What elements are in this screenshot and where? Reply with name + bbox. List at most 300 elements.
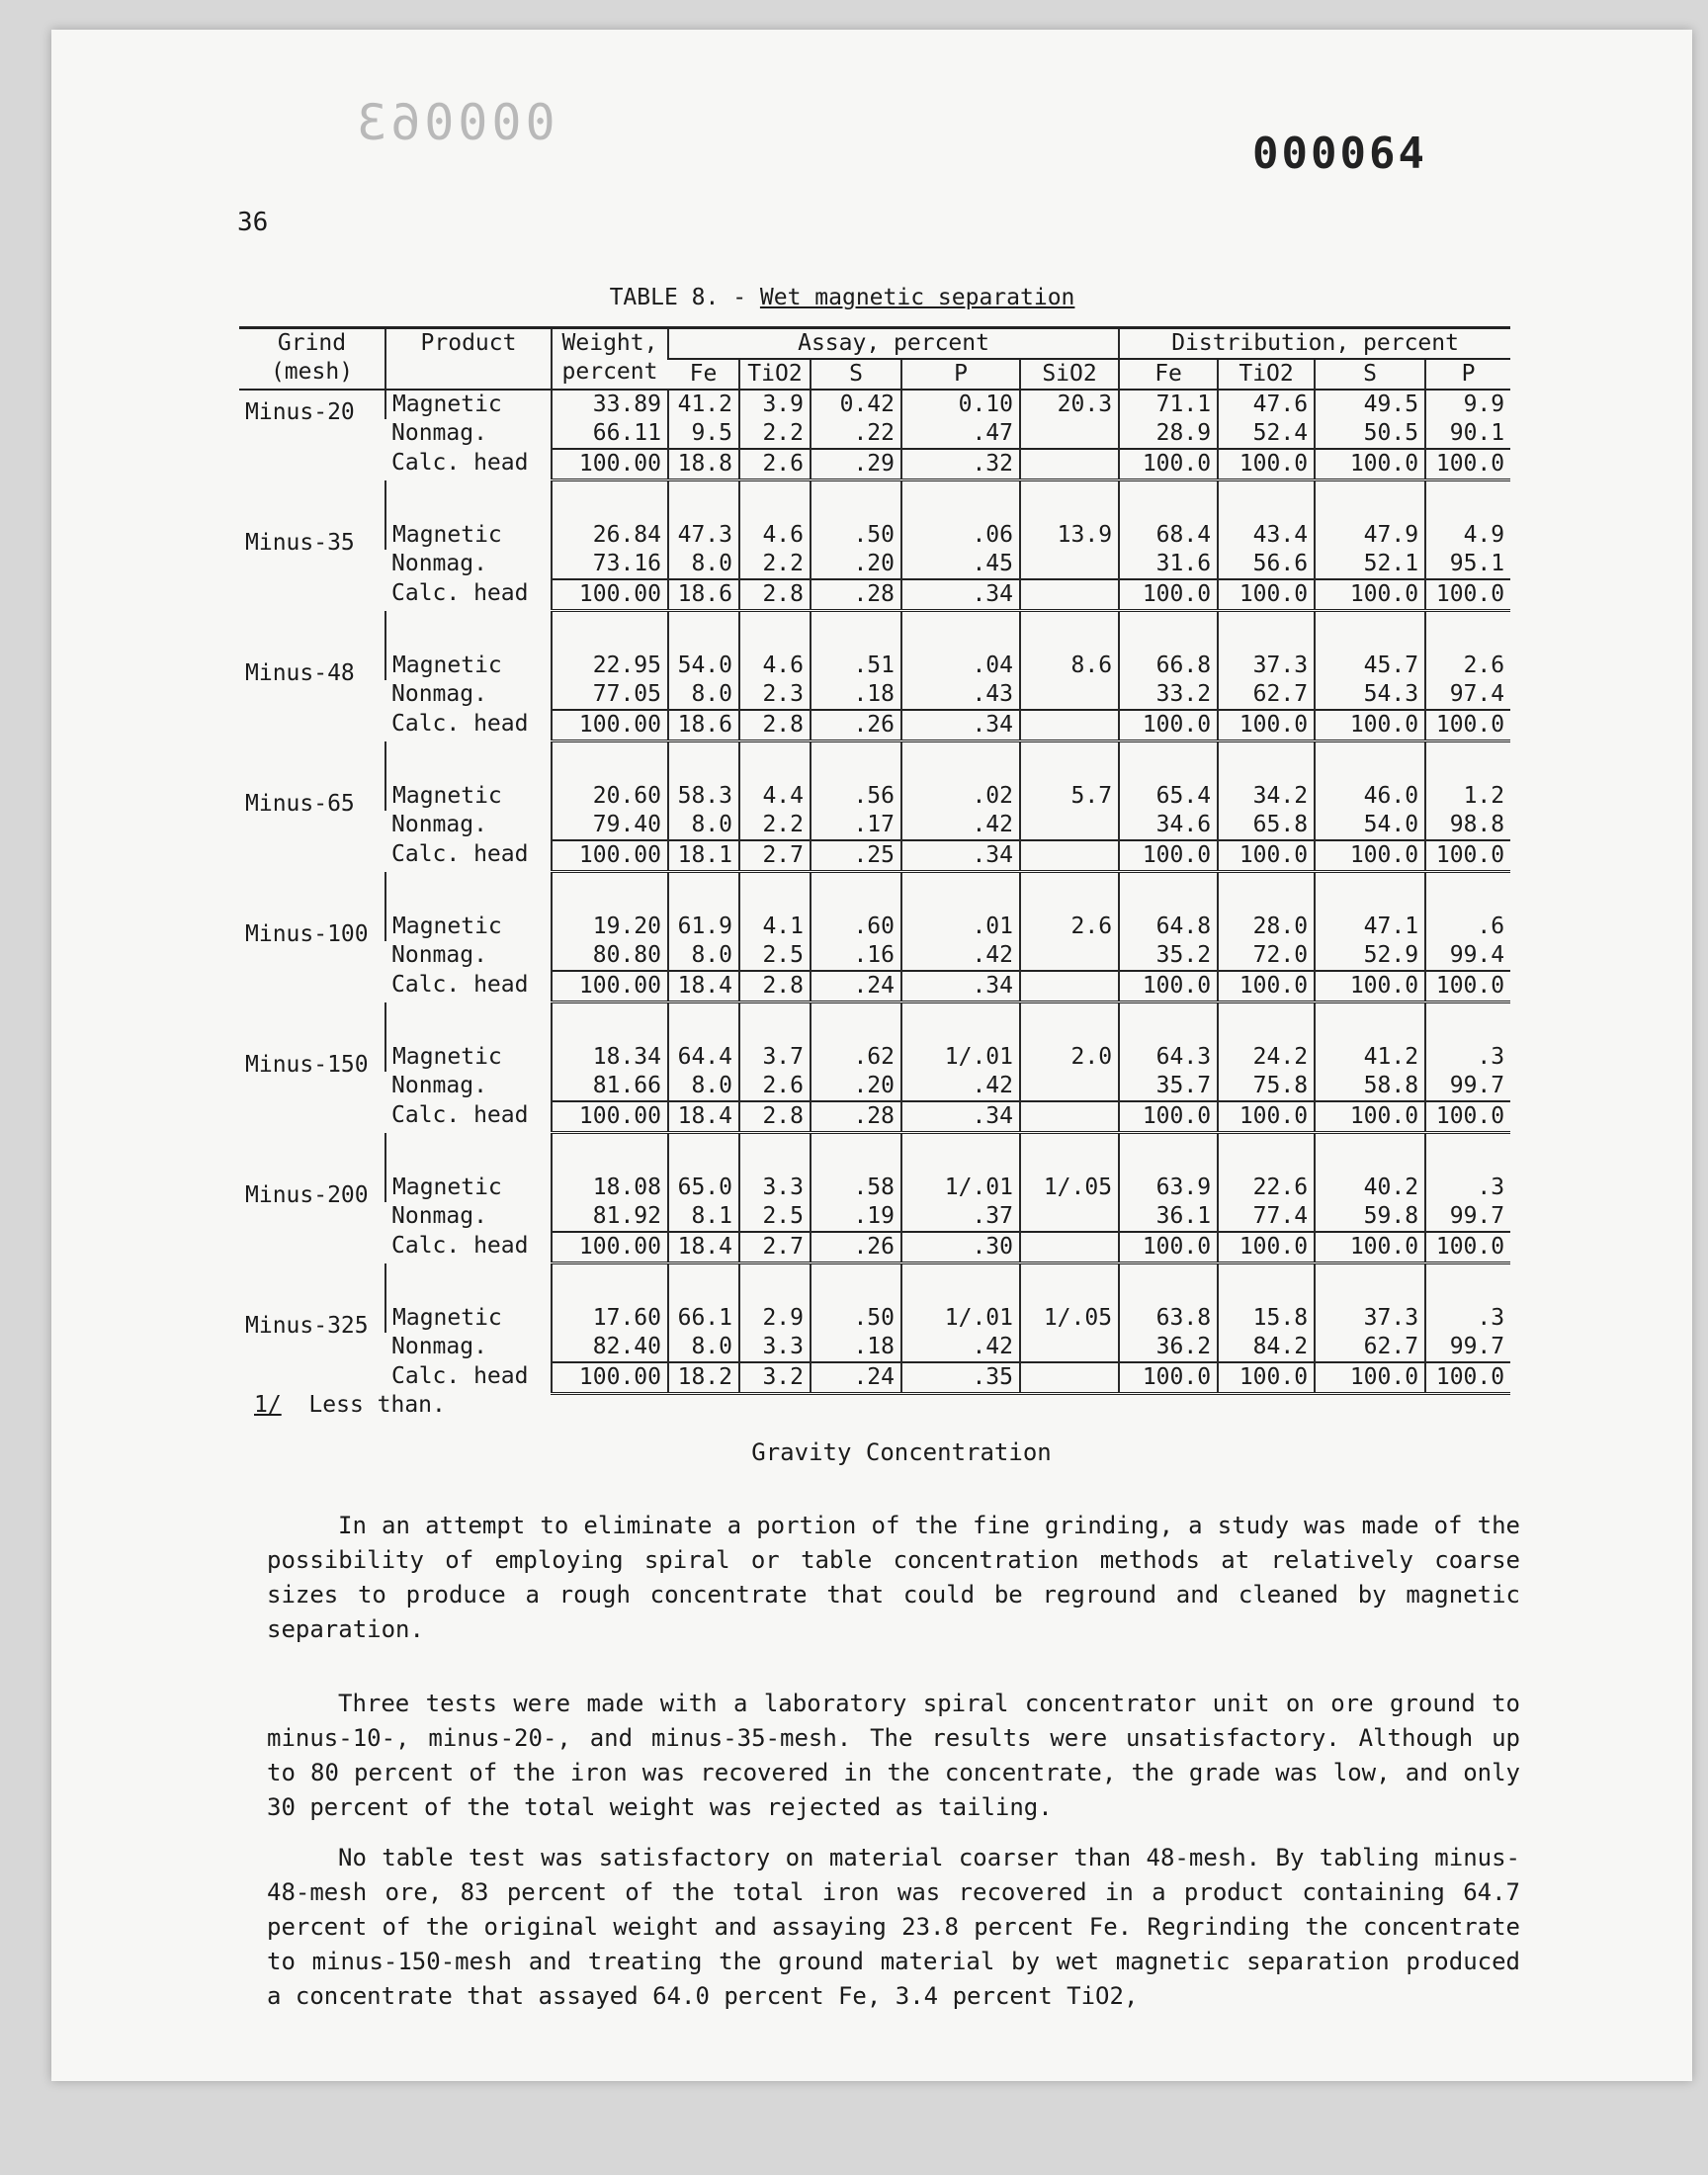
cell-s: .16 [811, 941, 901, 971]
spacer-cell [1119, 480, 1218, 522]
group-spacer [239, 611, 1510, 652]
cell-sio2: 1/.05 [1020, 1304, 1119, 1333]
table-row [239, 1101, 1510, 1133]
cell-d-tio2: 62.7 [1218, 680, 1315, 710]
document-stamp-number: 000064 [1252, 129, 1427, 179]
table-title-prefix: TABLE 8. - [609, 285, 760, 310]
cell-s: .29 [811, 449, 901, 480]
cell-d-s: 49.5 [1315, 390, 1425, 419]
document-page [51, 30, 1692, 2081]
cell-p: .34 [901, 579, 1020, 611]
product-cell: Calc. head [391, 972, 529, 998]
spacer-cell [1020, 611, 1119, 652]
cell-tio2: 2.8 [739, 1101, 811, 1133]
cell-d-p: 99.7 [1425, 1072, 1510, 1101]
cell-p: 1/.01 [901, 1304, 1020, 1333]
cell-p: .34 [901, 840, 1020, 872]
table-row [239, 680, 1510, 710]
product-cell: Calc. head [391, 1233, 529, 1259]
cell-s: .50 [811, 1304, 901, 1333]
product-cell: Nonmag. [391, 942, 487, 968]
spacer-cell [239, 872, 385, 914]
cell-s: .25 [811, 840, 901, 872]
paragraph: Three tests were made with a laboratory spiral concentrator unit on ore ground to minus-10-, minus-20-, and minus-35-mesh. The results were unsatisfactory. Although up to 80 percent of the iron was recovered in the concentrate, the grade was low, and only 30 percent of the total weight was rejected as tailing. [267, 1690, 1520, 1821]
table-row [239, 419, 1510, 449]
cell-d-p: 99.7 [1425, 1202, 1510, 1232]
spacer-cell [811, 1133, 901, 1174]
spacer-cell [1020, 480, 1119, 522]
cell-sio2 [1020, 710, 1119, 741]
cell-sio2: 20.3 [1020, 390, 1119, 419]
cell-d-fe: 64.8 [1119, 913, 1218, 941]
cell-p: .30 [901, 1232, 1020, 1263]
group-spacer [239, 1263, 1510, 1305]
cell-fe: 65.0 [668, 1174, 739, 1202]
spacer-cell [1218, 1133, 1315, 1174]
spacer-cell [1020, 1133, 1119, 1174]
cell-d-s: 100.0 [1315, 579, 1425, 611]
cell-fe: 66.1 [668, 1304, 739, 1333]
spacer-cell [739, 1133, 811, 1174]
cell-fe: 18.4 [668, 1101, 739, 1133]
cell-d-tio2: 100.0 [1218, 1101, 1315, 1133]
cell-sio2 [1020, 1362, 1119, 1394]
cell-tio2: 3.2 [739, 1362, 811, 1394]
cell-d-fe: 35.7 [1119, 1072, 1218, 1101]
cell-weight: 80.80 [552, 941, 668, 971]
cell-s: .19 [811, 1202, 901, 1232]
cell-d-s: 58.8 [1315, 1072, 1425, 1101]
cell-fe: 47.3 [668, 521, 739, 550]
footnote-mark: 1/ [254, 1392, 282, 1418]
cell-d-s: 41.2 [1315, 1043, 1425, 1072]
product-cell: Calc. head [391, 841, 529, 867]
cell-d-p: 4.9 [1425, 521, 1510, 550]
grind-cell: Minus-65 [245, 791, 355, 817]
cell-d-p: 99.7 [1425, 1333, 1510, 1362]
product-cell: Magnetic [385, 1304, 552, 1333]
cell-d-s: 47.9 [1315, 521, 1425, 550]
product-cell: Calc. head [391, 450, 529, 476]
cell-d-p: 95.1 [1425, 550, 1510, 579]
cell-d-tio2: 100.0 [1218, 579, 1315, 611]
table-row [239, 550, 1510, 579]
cell-weight: 17.60 [552, 1304, 668, 1333]
header-dist-tio2: TiO2 [1218, 359, 1315, 390]
cell-d-tio2: 72.0 [1218, 941, 1315, 971]
cell-s: .50 [811, 521, 901, 550]
cell-d-fe: 31.6 [1119, 550, 1218, 579]
cell-d-tio2: 75.8 [1218, 1072, 1315, 1101]
product-cell: Nonmag. [391, 551, 487, 576]
cell-s: .28 [811, 1101, 901, 1133]
spacer-cell [1425, 1263, 1510, 1305]
table-row [239, 521, 1510, 550]
cell-d-s: 52.9 [1315, 941, 1425, 971]
cell-d-fe: 63.8 [1119, 1304, 1218, 1333]
wet-magnetic-separation-table [239, 326, 1510, 1395]
cell-sio2: 1/.05 [1020, 1174, 1119, 1202]
cell-fe: 8.1 [668, 1202, 739, 1232]
cell-sio2 [1020, 1072, 1119, 1101]
spacer-cell [901, 1133, 1020, 1174]
table-row [239, 710, 1510, 741]
cell-sio2 [1020, 1333, 1119, 1362]
header-assay-s: S [811, 359, 901, 390]
cell-fe: 8.0 [668, 550, 739, 579]
cell-weight: 26.84 [552, 521, 668, 550]
cell-s: .56 [811, 782, 901, 811]
product-cell: Magnetic [385, 1174, 552, 1202]
spacer-cell [739, 611, 811, 652]
cell-d-s: 100.0 [1315, 449, 1425, 480]
spacer-cell [552, 611, 668, 652]
cell-d-fe: 36.2 [1119, 1333, 1218, 1362]
product-cell: Calc. head [391, 580, 529, 606]
header-dist-s: S [1315, 359, 1425, 390]
spacer-cell [668, 1002, 739, 1044]
cell-d-fe: 64.3 [1119, 1043, 1218, 1072]
spacer-cell [1119, 1002, 1218, 1044]
cell-tio2: 2.2 [739, 550, 811, 579]
cell-weight: 81.92 [552, 1202, 668, 1232]
spacer-cell [668, 611, 739, 652]
cell-sio2 [1020, 811, 1119, 840]
cell-d-fe: 65.4 [1119, 782, 1218, 811]
cell-d-fe: 66.8 [1119, 652, 1218, 680]
product-cell: Magnetic [385, 782, 552, 811]
product-cell: Calc. head [391, 711, 529, 737]
cell-weight: 18.08 [552, 1174, 668, 1202]
cell-tio2: 2.7 [739, 1232, 811, 1263]
cell-fe: 9.5 [668, 419, 739, 449]
cell-d-p: 1.2 [1425, 782, 1510, 811]
header-assay-fe: Fe [668, 359, 739, 390]
spacer-cell [668, 872, 739, 914]
cell-d-fe: 100.0 [1119, 1101, 1218, 1133]
cell-d-s: 100.0 [1315, 1101, 1425, 1133]
spacer-cell [739, 1002, 811, 1044]
spacer-cell [552, 480, 668, 522]
spacer-cell [239, 611, 385, 652]
cell-sio2: 5.7 [1020, 782, 1119, 811]
cell-weight: 82.40 [552, 1333, 668, 1362]
product-cell: Nonmag. [391, 1073, 487, 1098]
cell-s: .22 [811, 419, 901, 449]
cell-d-tio2: 77.4 [1218, 1202, 1315, 1232]
cell-weight: 66.11 [552, 419, 668, 449]
cell-sio2: 2.6 [1020, 913, 1119, 941]
header-dist-fe: Fe [1119, 359, 1218, 390]
table-row [239, 1174, 1510, 1202]
spacer-cell [552, 1263, 668, 1305]
spacer-cell [239, 480, 385, 522]
cell-sio2 [1020, 1232, 1119, 1263]
cell-sio2 [1020, 449, 1119, 480]
cell-d-s: 62.7 [1315, 1333, 1425, 1362]
cell-weight: 100.00 [552, 1101, 668, 1133]
cell-tio2: 4.1 [739, 913, 811, 941]
cell-d-s: 100.0 [1315, 840, 1425, 872]
table-title [51, 285, 1633, 310]
cell-tio2: 2.8 [739, 971, 811, 1002]
spacer-cell [1119, 872, 1218, 914]
cell-d-p: 97.4 [1425, 680, 1510, 710]
cell-s: .24 [811, 1362, 901, 1394]
cell-fe: 58.3 [668, 782, 739, 811]
cell-d-tio2: 100.0 [1218, 840, 1315, 872]
grind-cell: Minus-325 [245, 1313, 369, 1339]
spacer-cell [239, 741, 385, 783]
cell-d-tio2: 22.6 [1218, 1174, 1315, 1202]
cell-p: .45 [901, 550, 1020, 579]
spacer-cell [1425, 1133, 1510, 1174]
group-spacer [239, 1002, 1510, 1044]
spacer-cell [385, 1133, 552, 1174]
bleed-through-stamp: 000063 [353, 94, 555, 151]
cell-fe: 18.1 [668, 840, 739, 872]
page-number: 36 [237, 208, 269, 237]
cell-d-fe: 71.1 [1119, 390, 1218, 419]
cell-d-tio2: 65.8 [1218, 811, 1315, 840]
cell-sio2 [1020, 971, 1119, 1002]
cell-tio2: 2.2 [739, 811, 811, 840]
cell-d-s: 100.0 [1315, 710, 1425, 741]
cell-fe: 8.0 [668, 811, 739, 840]
grind-cell: Minus-100 [245, 921, 369, 947]
cell-tio2: 2.8 [739, 710, 811, 741]
grind-cell: Minus-48 [245, 660, 355, 686]
cell-d-tio2: 43.4 [1218, 521, 1315, 550]
table-row [239, 811, 1510, 840]
cell-s: .24 [811, 971, 901, 1002]
spacer-cell [1218, 1263, 1315, 1305]
cell-d-fe: 36.1 [1119, 1202, 1218, 1232]
cell-tio2: 3.3 [739, 1174, 811, 1202]
table-row [239, 913, 1510, 941]
spacer-cell [1218, 611, 1315, 652]
spacer-cell [552, 741, 668, 783]
cell-d-s: 100.0 [1315, 971, 1425, 1002]
cell-d-tio2: 24.2 [1218, 1043, 1315, 1072]
cell-p: .43 [901, 680, 1020, 710]
header-distribution-group: Distribution, percent [1119, 328, 1510, 360]
cell-fe: 18.2 [668, 1362, 739, 1394]
spacer-cell [739, 872, 811, 914]
cell-sio2 [1020, 1202, 1119, 1232]
product-cell: Magnetic [385, 913, 552, 941]
spacer-cell [739, 1263, 811, 1305]
cell-s: .18 [811, 680, 901, 710]
cell-d-s: 37.3 [1315, 1304, 1425, 1333]
cell-p: .47 [901, 419, 1020, 449]
cell-fe: 8.0 [668, 1333, 739, 1362]
spacer-cell [901, 872, 1020, 914]
cell-d-p: 99.4 [1425, 941, 1510, 971]
cell-d-tio2: 100.0 [1218, 710, 1315, 741]
cell-d-p: 100.0 [1425, 971, 1510, 1002]
spacer-cell [1425, 611, 1510, 652]
cell-tio2: 3.9 [739, 390, 811, 419]
cell-weight: 19.20 [552, 913, 668, 941]
cell-weight: 100.00 [552, 971, 668, 1002]
product-cell: Nonmag. [391, 1334, 487, 1359]
spacer-cell [739, 741, 811, 783]
product-cell: Magnetic [385, 652, 552, 680]
cell-d-fe: 100.0 [1119, 1362, 1218, 1394]
table-row [239, 1202, 1510, 1232]
spacer-cell [239, 1002, 385, 1044]
cell-fe: 18.6 [668, 710, 739, 741]
paragraph: No table test was satisfactory on material coarser than 48-mesh. By tabling minus-48-mesh ore, 83 percent of the total iron was recovered in a product containing 64.7 percent of the original weight and assaying 23.8 percent Fe. Regrinding the concentrate to minus-150-mesh and treating the ground material by wet magnetic separation produced a concentrate that assayed 64.0 percent Fe, 3.4 percent TiO2, [267, 1844, 1520, 2010]
cell-weight: 77.05 [552, 680, 668, 710]
spacer-cell [1020, 1263, 1119, 1305]
spacer-cell [1315, 611, 1425, 652]
table-row [239, 941, 1510, 971]
cell-p: .01 [901, 913, 1020, 941]
cell-weight: 100.00 [552, 840, 668, 872]
cell-weight: 100.00 [552, 1232, 668, 1263]
table-row [239, 1333, 1510, 1362]
spacer-cell [1425, 741, 1510, 783]
cell-d-s: 100.0 [1315, 1232, 1425, 1263]
cell-s: .28 [811, 579, 901, 611]
cell-d-fe: 34.6 [1119, 811, 1218, 840]
spacer-cell [1020, 1002, 1119, 1044]
product-cell: Nonmag. [391, 812, 487, 837]
table-row [239, 1043, 1510, 1072]
cell-tio2: 4.6 [739, 521, 811, 550]
cell-d-fe: 100.0 [1119, 579, 1218, 611]
cell-d-p: 100.0 [1425, 1101, 1510, 1133]
cell-s: .51 [811, 652, 901, 680]
spacer-cell [901, 741, 1020, 783]
spacer-cell [385, 1002, 552, 1044]
cell-d-s: 46.0 [1315, 782, 1425, 811]
cell-sio2 [1020, 419, 1119, 449]
header-assay-tio2: TiO2 [739, 359, 811, 390]
cell-d-tio2: 56.6 [1218, 550, 1315, 579]
spacer-cell [1315, 480, 1425, 522]
table-footnote [254, 1392, 446, 1418]
cell-s: .18 [811, 1333, 901, 1362]
cell-tio2: 3.3 [739, 1333, 811, 1362]
cell-p: .37 [901, 1202, 1020, 1232]
spacer-cell [385, 741, 552, 783]
cell-d-tio2: 100.0 [1218, 449, 1315, 480]
table-row [239, 840, 1510, 872]
spacer-cell [811, 741, 901, 783]
table-row [239, 652, 1510, 680]
header-product: Product [385, 328, 552, 391]
cell-d-p: 100.0 [1425, 1232, 1510, 1263]
cell-sio2: 13.9 [1020, 521, 1119, 550]
cell-tio2: 2.2 [739, 419, 811, 449]
cell-d-s: 54.3 [1315, 680, 1425, 710]
spacer-cell [1119, 611, 1218, 652]
product-cell: Magnetic [385, 390, 552, 419]
cell-p: 1/.01 [901, 1043, 1020, 1072]
cell-sio2 [1020, 941, 1119, 971]
group-spacer [239, 741, 1510, 783]
cell-p: 0.10 [901, 390, 1020, 419]
cell-p: .32 [901, 449, 1020, 480]
cell-sio2 [1020, 680, 1119, 710]
cell-weight: 100.00 [552, 579, 668, 611]
spacer-cell [1020, 741, 1119, 783]
spacer-cell [668, 1133, 739, 1174]
cell-p: .34 [901, 710, 1020, 741]
spacer-cell [1315, 1263, 1425, 1305]
spacer-cell [1020, 872, 1119, 914]
group-spacer [239, 1133, 1510, 1174]
cell-tio2: 2.6 [739, 1072, 811, 1101]
cell-sio2 [1020, 1101, 1119, 1133]
cell-sio2: 8.6 [1020, 652, 1119, 680]
cell-tio2: 2.9 [739, 1304, 811, 1333]
cell-fe: 8.0 [668, 941, 739, 971]
table-row [239, 971, 1510, 1002]
cell-d-tio2: 28.0 [1218, 913, 1315, 941]
table-row [239, 1304, 1510, 1333]
cell-d-tio2: 100.0 [1218, 971, 1315, 1002]
header-assay-sio2: SiO2 [1020, 359, 1119, 390]
cell-d-p: .3 [1425, 1304, 1510, 1333]
cell-p: 1/.01 [901, 1174, 1020, 1202]
cell-s: .62 [811, 1043, 901, 1072]
cell-d-fe: 28.9 [1119, 419, 1218, 449]
cell-d-tio2: 52.4 [1218, 419, 1315, 449]
cell-weight: 18.34 [552, 1043, 668, 1072]
cell-fe: 8.0 [668, 1072, 739, 1101]
header-dist-p: P [1425, 359, 1510, 390]
cell-d-p: 100.0 [1425, 710, 1510, 741]
spacer-cell [739, 480, 811, 522]
spacer-cell [1315, 872, 1425, 914]
spacer-cell [385, 1263, 552, 1305]
grind-cell: Minus-150 [245, 1052, 369, 1078]
cell-p: .42 [901, 1333, 1020, 1362]
cell-d-p: 90.1 [1425, 419, 1510, 449]
spacer-cell [1425, 872, 1510, 914]
spacer-cell [1218, 872, 1315, 914]
cell-s: .26 [811, 1232, 901, 1263]
product-cell: Magnetic [385, 521, 552, 550]
cell-d-fe: 100.0 [1119, 710, 1218, 741]
cell-d-fe: 100.0 [1119, 840, 1218, 872]
cell-weight: 79.40 [552, 811, 668, 840]
cell-weight: 100.00 [552, 710, 668, 741]
spacer-cell [811, 872, 901, 914]
cell-s: 0.42 [811, 390, 901, 419]
grind-cell: Minus-200 [245, 1182, 369, 1208]
cell-d-p: .6 [1425, 913, 1510, 941]
cell-p: .42 [901, 811, 1020, 840]
spacer-cell [385, 872, 552, 914]
spacer-cell [668, 1263, 739, 1305]
spacer-cell [552, 872, 668, 914]
product-cell: Calc. head [391, 1363, 529, 1389]
cell-tio2: 2.5 [739, 1202, 811, 1232]
spacer-cell [811, 611, 901, 652]
paragraph: In an attempt to eliminate a portion of the fine grinding, a study was made of the possibility of employing spiral or table concentration methods at relatively coarse sizes to produce a rough concentrate that could be reground and cleaned by magnetic separation. [267, 1512, 1520, 1643]
spacer-cell [1119, 741, 1218, 783]
cell-tio2: 2.6 [739, 449, 811, 480]
table-row [239, 390, 1510, 419]
spacer-cell [811, 1263, 901, 1305]
cell-p: .02 [901, 782, 1020, 811]
cell-tio2: 2.3 [739, 680, 811, 710]
